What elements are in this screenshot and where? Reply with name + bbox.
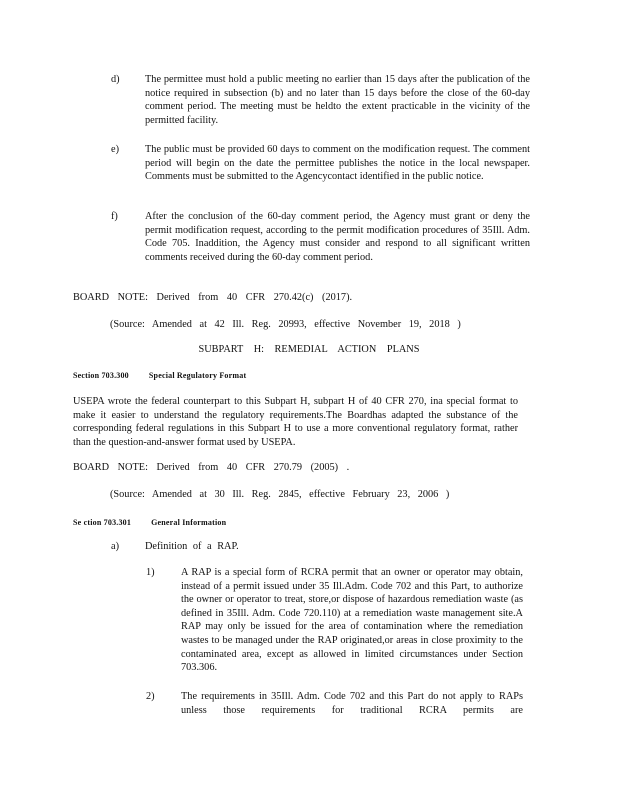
section-title: General Information [151, 518, 227, 527]
subpart-heading: SUBPART H: REMEDIAL ACTION PLANS [198, 344, 420, 355]
item-f-text: After the conclusion of the 60-day comment period, the Agency must grant or deny the permit modification request, according to the permit modification procedures of 35Ill. Adm. Code 705. Inaddition, the Agency must consider and respond to all significant written comments received during the 60-day comment period. [145, 211, 530, 263]
source-note-2: (Source: Amended at 30 Ill. Reg. 2845, effective February 23, 2006 ) [110, 489, 450, 500]
numbered-2-label: 2) [146, 691, 155, 702]
section-title: Special Regulatory Format [148, 371, 247, 380]
section-heading-703-301 [73, 516, 246, 530]
subsection-a-text: Definition of a RAP. [145, 541, 239, 552]
source-note-1: (Source: Amended at 42 Ill. Reg. 20993, effective November 19, 2018 ) [110, 319, 461, 330]
item-e-label: e) [111, 144, 119, 155]
board-note-2: BOARD NOTE: Derived from 40 CFR 270.79 (2005) . [73, 462, 350, 473]
section-heading-703-300 [73, 369, 266, 383]
item-e-text: The public must be provided 60 days to comment on the modification request. The comment period will begin on the date the permittee publishes the notice in the local newspaper. Comments must be submitted to the Agencycontact identified in the public notice. [145, 144, 530, 183]
numbered-1-label: 1) [146, 567, 155, 578]
numbered-2-text: The requirements in 35Ill. Adm. Code 702 and this Part do not apply to RAPs unless those requirements for traditional RCRA permits are [181, 691, 523, 716]
section-number: Se ction 703.301 [73, 518, 132, 527]
item-d-text: The permittee must hold a public meeting no earlier than 15 days after the publication of the notice required in subsection (b) and no later than 15 days before the close of the 60-day comment period. The meeting must be heldto the extent practicable in the vicinity of the permitted facility. [145, 74, 530, 126]
board-note-1: BOARD NOTE: Derived from 40 CFR 270.42(c) (2017). [73, 292, 353, 303]
section-number: Section 703.300 [73, 371, 129, 380]
numbered-1-text: A RAP is a special form of RCRA permit that an owner or operator may obtain, instead of a permit issued under 35 Ill.Adm. Code 702 and this Part, to authorize the owner or operator to treat, store,or dispose of hazardous remediation waste (as defined in 35Ill. Adm. Code 720.110) at a remediation waste management site.A RAP may only be issued for the area of contamination where the remediation wastes to be managed under the RAP originated,or areas in close proximity to the contaminated area, except as allowed in limited circumstances under Section 703.306. [181, 567, 523, 674]
usepa-paragraph: USEPA wrote the federal counterpart to this Subpart H, subpart H of 40 CFR 270, ina special format to make it easier to understand the regulatory requirements.The Boardhas adapted the substance of the corresponding federal regulations in this Subpart H to use a more conventional regulatory format, rather than the question-and-answer format used by USEPA. [73, 396, 518, 448]
subsection-a-label: a) [111, 541, 119, 552]
item-f-label: f) [111, 211, 118, 222]
item-d-label: d) [111, 74, 120, 85]
